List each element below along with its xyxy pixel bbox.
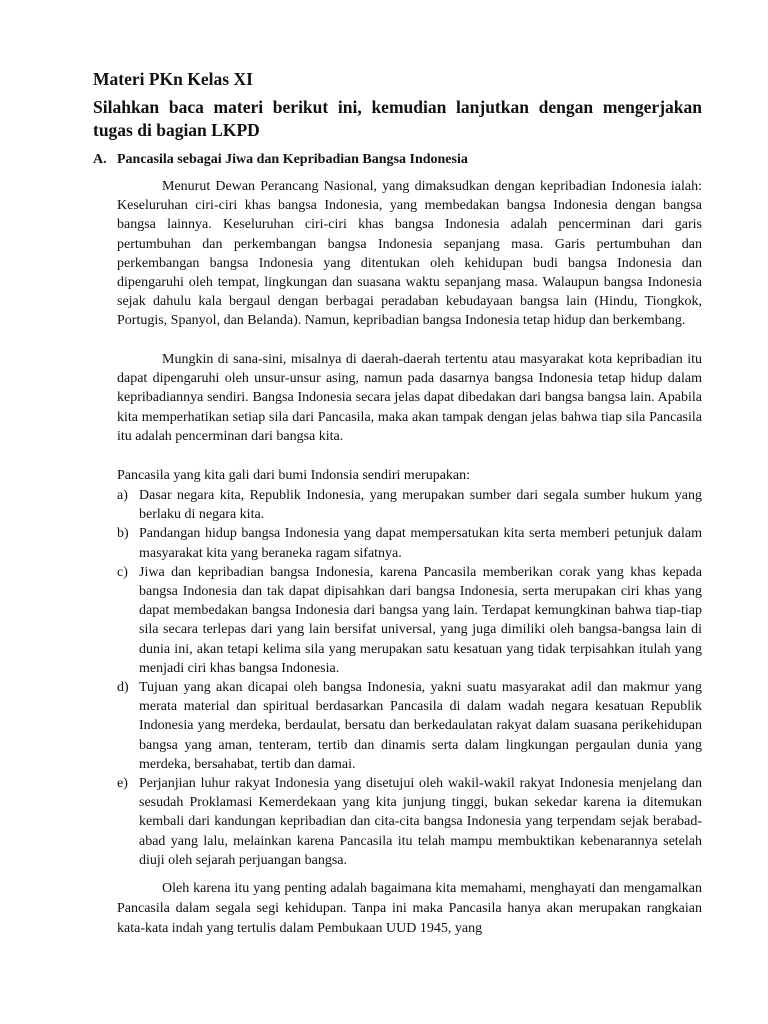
list-marker: a) [117, 488, 128, 503]
list-item [117, 563, 702, 678]
list-marker: b) [117, 526, 129, 542]
section-letter: A. [93, 152, 107, 167]
section-heading [93, 150, 713, 169]
list-item-text: Pandangan hidup bangsa Indonesia yang dapat mempersatukan kita serta memberi petunjuk dalam masyarakat kita yang beraneka ragam sifatnya. [139, 526, 702, 561]
list-marker: e) [117, 776, 128, 792]
list-marker: d) [117, 680, 129, 696]
list-marker: c) [117, 564, 128, 580]
list-item [117, 524, 702, 562]
list-item-text: Jiwa dan kepribadian bangsa Indonesia, karena Pancasila memberikan corak yang khas kepada bangsa Indonesia dan tak dapat dipisahkan dari bangsa Indonesia, serta merupakan ciri khas yang dapat membedakan bangsa Indonesia dari bangsa yang lain. Terdapat kemungkinan bahwa tiap-tiap sila secara terlepas dari yang lain bersifat universal, yang juga dimiliki oleh bangsa-bangsa lain di dunia ini, akan tetapi kelima sila yang merupakan satu kesatuan yang tidak terpisahkan itulah yang menjadi ciri khas bangsa Indonesia. [139, 564, 702, 676]
document-subtitle: Silahkan baca materi berikut ini, kemudian lanjutkan dengan mengerjakan tugas di bagian LKPD [93, 97, 702, 140]
list-intro: Pancasila yang kita gali dari bumi Indonsia sendiri merupakan: [117, 468, 471, 483]
list-item-text: Dasar negara kita, Republik Indonesia, yang merupakan sumber dari segala sumber hukum yang berlaku di negara kita. [139, 488, 702, 523]
paragraph-1: Menurut Dewan Perancang Nasional, yang dimaksudkan dengan kepribadian Indonesia ialah: Keseluruhan ciri-ciri khas bangsa Indonesia, yang membedakan bangsa Indonesia dengan bangsa bangsa lainnya. Keseluruhan ciri-ciri khas bangsa Indonesia adalah pencerminan dari garis pertumbuhan dan perkembangan bangsa Indonesia sepanjang masa. Garis pertumbuhan dan perkembangan bangsa Indonesia yang ditentukan oleh kehidupan budi bangsa Indonesia dan dipengaruhi oleh tempat, lingkungan dan suasana waktu sepanjang masa. Walaupun bangsa Indonesia sejak dahulu kala bergaul dengan berbagai peradaban kebudayaan bangsa lain (Hindu, Tiongkok, Portugis, Spanyol, dan Belanda). Namun, kepribadian bangsa Indonesia tetap hidup dan berkembang. [117, 179, 702, 329]
pancasila-list [117, 486, 702, 870]
list-item-text: Tujuan yang akan dicapai oleh bangsa Indonesia, yakni suatu masyarakat adil dan makmur yang merata material dan spiritual berdasarkan Pancasila di dalam wadah negara kesatuan Republik Indonesia yang merdeka, berdaulat, bersatu dan berkedaulatan rakyat dalam suasana perikehidupan bangsa yang aman, tenteram, tertib dan dinamis serta dalam lingkungan pergaulan dunia yang merdeka, bersahabat, tertib dan damai. [139, 680, 702, 772]
document-title: Materi PKn Kelas XI [93, 69, 253, 89]
list-item-text: Perjanjian luhur rakyat Indonesia yang disetujui oleh wakil-wakil rakyat Indonesia menjelang dan sesudah Proklamasi Kemerdekaan yang kita junjung tinggi, bukan sekedar karena ia ditemukan kembali dari kandungan kepribadian dan cita-cita bangsa Indonesia yang terpendam sejak berabad-abad yang lalu, melainkan karena Pancasila itu telah mampu membuktikan kebenarannya setelah diuji oleh sejarah perjuangan bangsa. [139, 776, 702, 868]
paragraph-2: Mungkin di sana-sini, misalnya di daerah-daerah tertentu atau masyarakat kota kepribadian itu dapat dipengaruhi oleh unsur-unsur asing, namun pada dasarnya bangsa Indonesia tetap hidup dalam kepribadiannya sendiri. Bangsa Indonesia secara jelas dapat dibedakan dari bangsa bangsa lain. Apabila kita memperhatikan setiap sila dari Pancasila, maka akan tampak dengan jelas bahwa tiap sila Pancasila itu adalah pencerminan dari bangsa kita. [117, 352, 702, 444]
closing-paragraph: Oleh karena itu yang penting adalah bagaimana kita memahami, menghayati dan mengamalkan Pancasila dalam segala segi kehidupan. Tanpa ini maka Pancasila hanya akan merupakan rangkaian kata-kata indah yang tertulis dalam Pembukaan UUD 1945, yang [117, 881, 702, 936]
list-item [117, 678, 702, 774]
section-heading-text: Pancasila sebagai Jiwa dan Kepribadian Bangsa Indonesia [117, 152, 468, 167]
list-item [117, 774, 702, 870]
list-item [117, 486, 702, 524]
